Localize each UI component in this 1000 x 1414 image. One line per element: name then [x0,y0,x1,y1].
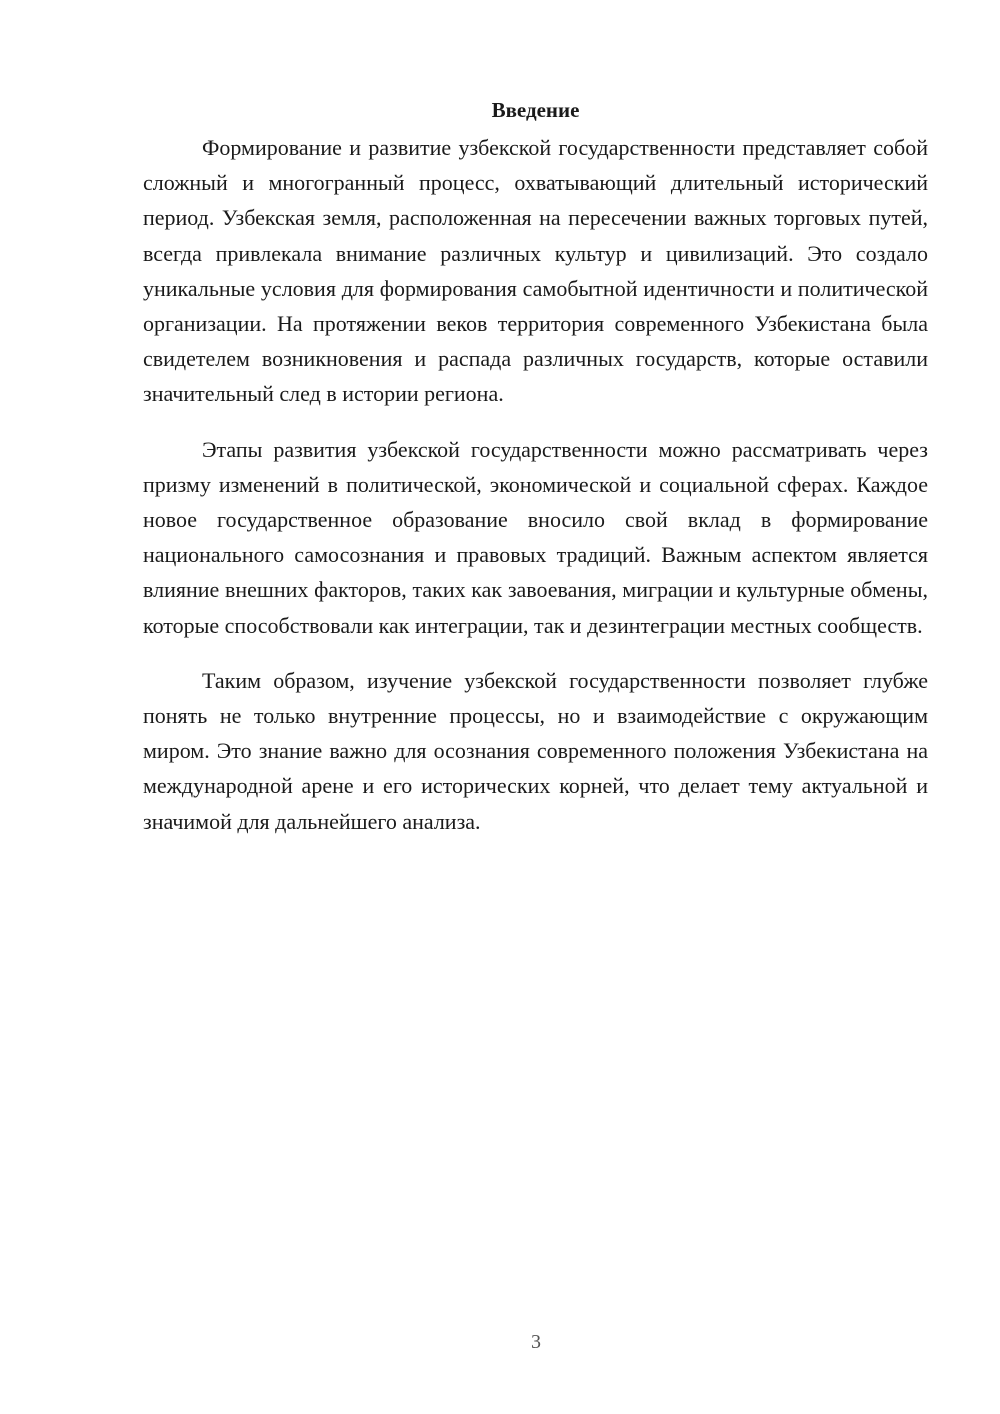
paragraph-1: Формирование и развитие узбекской государственности представляет собой сложный и многогранный процесс, охватывающий длительный исторический период. Узбекская земля, расположенная на пересечении важных торговых путей, всегда привлекала внимание различных культур и цивилизаций. Это создало уникальные условия для формирования самобытной идентичности и политической организации. На протяжении веков территория современного Узбекистана была свидетелем возникновения и распада различных государств, которые оставили значительный след в истории региона. [143,135,928,407]
section-title: Введение [491,98,580,122]
page-number: 3 [531,1331,541,1353]
page-content [143,90,928,839]
paragraph-3: Таким образом, изучение узбекской государственности позволяет глубже понять не только внутренние процессы, но и взаимодействие с окружающим миром. Это знание важно для осознания современного положения Узбекистана на международной арене и его исторических корней, что делает тему актуальной и значимой для дальнейшего анализа. [143,667,928,834]
paragraph-2: Этапы развития узбекской государственности можно рассматривать через призму изменений в политической, экономической и социальной сферах. Каждое новое государственное образование вносило свой вклад в формирование национального самосознания и правовых традиций. Важным аспектом является влияние внешних факторов, таких как завоевания, миграции и культурные обмены, которые способствовали как интеграции, так и дезинтеграции местных сообществ. [143,436,928,638]
